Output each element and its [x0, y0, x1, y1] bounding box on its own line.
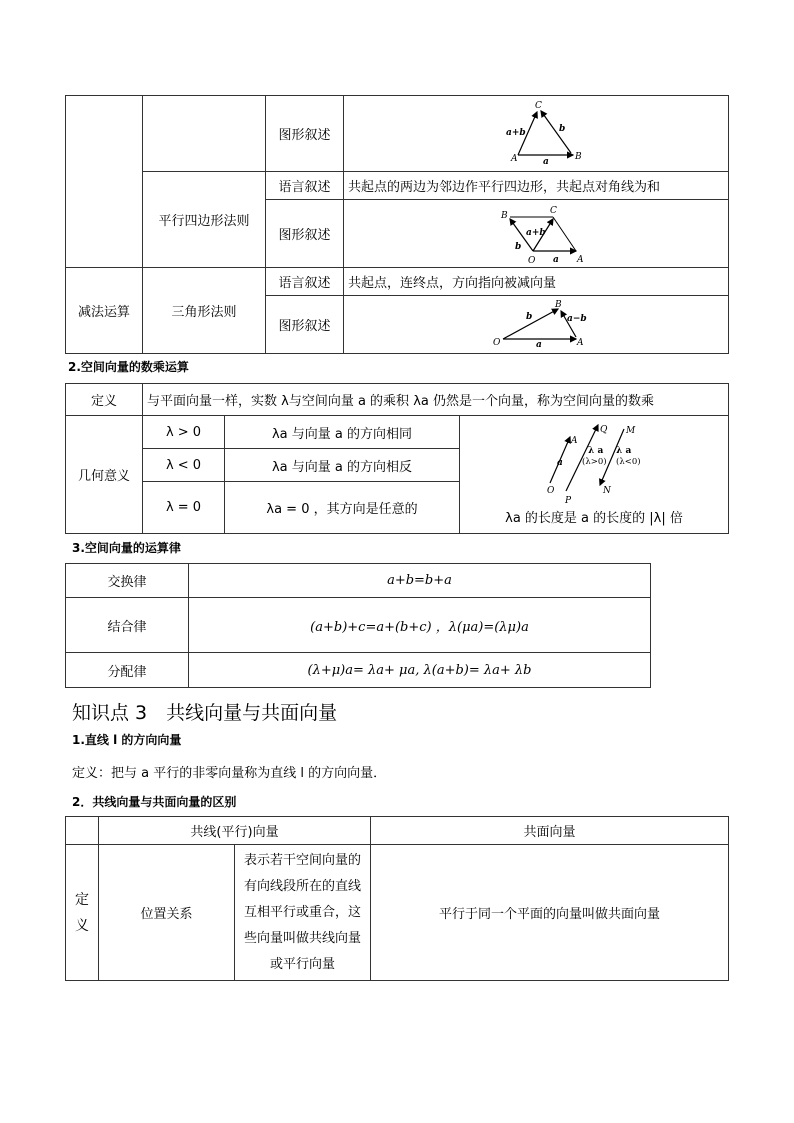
result-positive: λa 与向量 a 的方向相同 — [225, 416, 460, 449]
label-c: C — [550, 205, 557, 216]
scalar-figure-cell — [460, 416, 729, 534]
addition-subtraction-table — [65, 95, 729, 354]
label-a: A — [577, 254, 584, 265]
label-o: O — [528, 255, 536, 266]
collinear-coplanar-table — [65, 816, 729, 981]
collinear-definition: 表示若干空间向量的有向线段所在的直线互相平行或重合，这些向量叫做共线向量或平行向量 — [235, 845, 371, 981]
parallelogram-figure-cell — [344, 200, 729, 268]
definition-label: 定义 — [66, 384, 143, 416]
label-o: O — [547, 486, 555, 496]
parallelogram-rule: 平行四边形法则 — [143, 172, 266, 268]
label-a-minus-b: a−b — [567, 313, 587, 324]
condition-positive: λ > 0 — [143, 416, 225, 449]
commutative-formula: a+b=b+a — [189, 564, 651, 598]
collinear-header: 共线(平行)向量 — [99, 817, 371, 845]
triangle-addition-figure — [348, 97, 724, 171]
label-vec-b: b — [526, 311, 533, 322]
label-a-plus-b: a+b — [526, 227, 546, 238]
graphic-label: 图形叙述 — [266, 296, 344, 354]
length-text: λa 的长度是 a 的长度的 |λ| 倍 — [505, 511, 683, 526]
label-vec-b: b — [559, 123, 566, 134]
label-c: C — [535, 100, 542, 111]
label-a: A — [577, 337, 584, 348]
label-vec-a: a — [557, 458, 563, 468]
label-b: B — [575, 151, 582, 162]
empty-cell — [66, 96, 143, 268]
scalar-multiplication-table — [65, 383, 729, 534]
subtraction-label: 减法运算 — [66, 268, 143, 354]
subtraction-text: 共起点，连终点，方向指向被减向量 — [344, 268, 729, 296]
label-lambda-a-pos: λ a — [588, 446, 604, 456]
label-vec-a: a — [553, 254, 559, 265]
label-b: B — [555, 299, 562, 310]
definition-label-text: 定义 — [75, 891, 89, 934]
label-m: M — [626, 426, 636, 436]
condition-negative: λ < 0 — [143, 449, 225, 482]
label-a: A — [511, 153, 518, 164]
position-label: 位置关系 — [99, 845, 235, 981]
label-vec-b: b — [515, 241, 522, 252]
distributive-formula: (λ+μ)a= λa+ μa, λ(a+b)= λa+ λb — [189, 653, 651, 688]
distributive-label: 分配律 — [66, 653, 189, 688]
parallelogram-figure — [348, 201, 724, 267]
section-heading: 2.空间向量的数乘运算 — [68, 360, 189, 374]
condition-zero: λ = 0 — [143, 482, 225, 534]
result-negative: λa 与向量 a 的方向相反 — [225, 449, 460, 482]
coplanar-definition: 平行于同一个平面的向量叫做共面向量 — [371, 845, 729, 981]
result-zero: λa = 0 ，其方向是任意的 — [225, 482, 460, 534]
subtraction-figure — [348, 297, 724, 353]
verbal-label: 语言叙述 — [266, 172, 344, 200]
label-lambda-positive: (λ>0) — [582, 457, 607, 467]
triangle-rule: 三角形法则 — [143, 268, 266, 354]
knowledge-point-title: 知识点 3 共线向量与共面向量 — [72, 702, 338, 724]
definition-label — [66, 845, 99, 981]
direction-vector-definition: 定义：把与 a 平行的非零向量称为直线 l 的方向向量． — [72, 766, 387, 781]
graphic-label: 图形叙述 — [266, 200, 344, 268]
subtraction-figure-cell — [344, 296, 729, 354]
commutative-label: 交换律 — [66, 564, 189, 598]
definition-text: 与平面向量一样，实数 λ与空间向量 a 的乘积 λa 仍然是一个向量，称为空间向量的数乘 — [143, 384, 729, 416]
graphic-label: 图形叙述 — [266, 96, 344, 172]
subheading-direction-vector: 1.直线 l 的方向向量 — [72, 733, 182, 747]
label-p: P — [565, 496, 572, 505]
section-heading: 3.空间向量的运算律 — [72, 541, 181, 555]
label-b: B — [501, 210, 508, 221]
label-lambda-a-neg: λ a — [616, 446, 632, 456]
empty-cell — [66, 817, 99, 845]
label-a-plus-b: a+b — [506, 127, 526, 138]
scalar-figure — [464, 423, 724, 505]
label-vec-a: a — [543, 156, 549, 167]
associative-formula: (a+b)+c=a+(b+c) ，λ(μa)=(λμ)a — [189, 598, 651, 653]
label-lambda-negative: (λ<0) — [616, 457, 641, 467]
label-vec-a: a — [536, 339, 542, 350]
triangle-addition-figure-cell — [344, 96, 729, 172]
label-a: A — [571, 436, 578, 446]
label-q: Q — [600, 425, 608, 435]
subheading-difference: 2．共线向量与共面向量的区别 — [72, 795, 237, 809]
label-o: O — [493, 337, 501, 348]
operation-laws-table — [65, 563, 651, 688]
verbal-label: 语言叙述 — [266, 268, 344, 296]
empty-cell — [143, 96, 266, 172]
geometric-meaning-label: 几何意义 — [66, 416, 143, 534]
parallelogram-text: 共起点的两边为邻边作平行四边形，共起点对角线为和 — [344, 172, 729, 200]
coplanar-header: 共面向量 — [371, 817, 729, 845]
associative-label: 结合律 — [66, 598, 189, 653]
label-n: N — [603, 486, 611, 496]
